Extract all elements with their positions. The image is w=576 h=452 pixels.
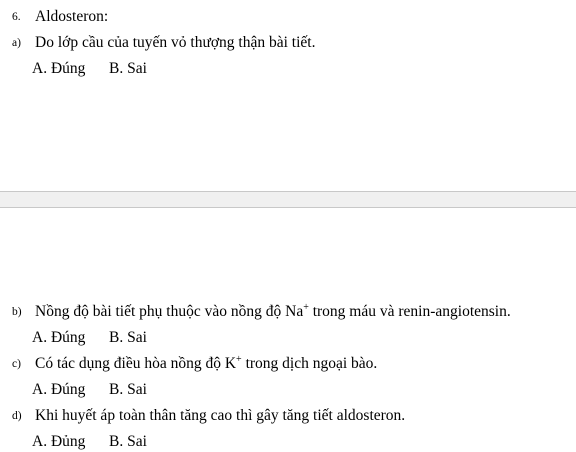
statement-d-option-false: B. Sai <box>109 433 147 450</box>
statement-b-text <box>35 302 511 322</box>
potassium-charge-superscript: + <box>236 354 242 365</box>
statement-b-text-end: trong máu và renin-angiotensin. <box>308 303 511 320</box>
statement-b-option-true: A. Đúng <box>32 329 86 346</box>
statement-a-option-true: A. Đúng <box>32 60 86 77</box>
statement-c-text-end: trong dịch ngoại bào. <box>241 355 378 372</box>
statement-b-answers <box>32 328 147 348</box>
statement-d-text: Khi huyết áp toàn thân tăng cao thì gây tăng tiết aldosteron. <box>35 407 406 424</box>
question-title: Aldosteron: <box>35 8 109 25</box>
statement-a-answers <box>32 59 147 79</box>
document-page-1 <box>0 0 576 191</box>
statement-a-option-false: B. Sai <box>109 60 147 77</box>
statement-c-answers <box>32 380 147 400</box>
statement-c-option-false: B. Sai <box>109 381 147 398</box>
page-separator <box>0 191 576 208</box>
statement-d-option-true: A. Đủng <box>32 433 86 450</box>
document-page-2 <box>0 208 576 452</box>
statement-c-option-true: A. Đúng <box>32 381 86 398</box>
statement-c-text-start: Có tác dụng điều hòa nồng độ K <box>35 355 237 372</box>
statement-b-text-start: Nồng độ bài tiết phụ thuộc vào nồng độ Na <box>35 303 304 320</box>
statement-c-marker: c) <box>12 358 21 370</box>
statement-b-option-false: B. Sai <box>109 329 147 346</box>
question-number: 6. <box>12 11 21 23</box>
statement-b-marker: b) <box>12 306 22 318</box>
statement-a-marker: a) <box>12 37 21 49</box>
sodium-charge-superscript: + <box>303 302 309 313</box>
statement-d-answers <box>32 432 147 452</box>
statement-a-text: Do lớp cầu của tuyến vỏ thượng thận bài tiết. <box>35 34 316 51</box>
statement-c-text <box>35 354 377 374</box>
statement-d-marker: d) <box>12 410 22 422</box>
